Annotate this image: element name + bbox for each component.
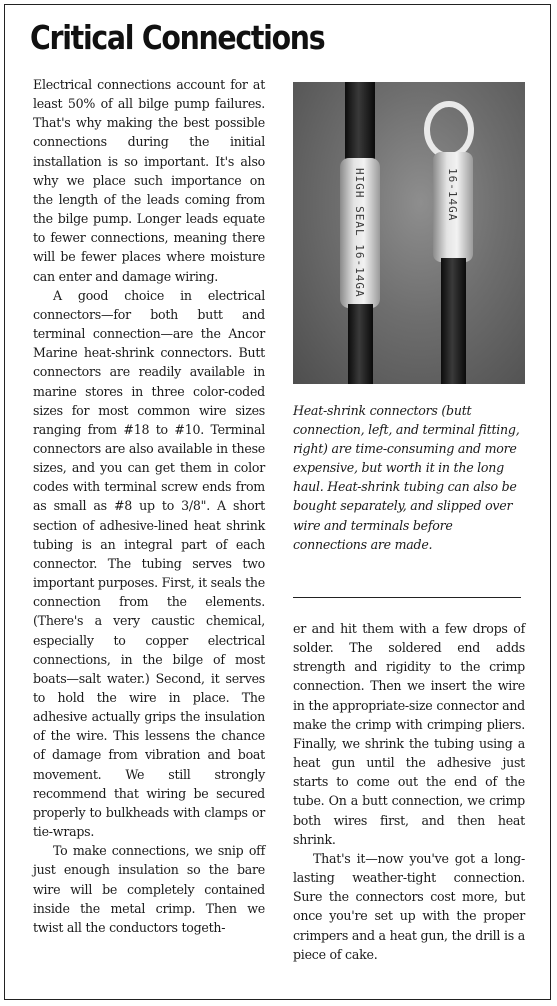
connector-photo-illustration <box>293 82 525 384</box>
right-wire <box>441 258 466 384</box>
right-sleeve-marking: 16-14GA <box>446 168 459 222</box>
ring-terminal <box>427 104 471 156</box>
body-paragraph: That's it—now you've got a long-lasting weather-tight connection. Sure the connectors cost more, but once you're set up with the proper crimpers and a heat gun, the drill is a piece of cake. <box>293 850 525 962</box>
article-title: Critical Connections <box>30 18 325 57</box>
connector-photo <box>293 82 525 384</box>
body-paragraph: Electrical connections account for at least 50% of all bilge pump failures. That's why making the best possible connections during the initial installation is so important. It's also why we place such importance on the length of the leads coming from the bilge pump. Longer leads equate to fewer connections, meaning there will be fewer places where moisture can enter and damage wiring. <box>33 77 265 284</box>
body-paragraph: To make connections, we snip off just enough insulation so the bare wire will be completely contained inside the metal crimp. Then we twist all the conductors togeth- <box>33 843 265 935</box>
photo-caption: Heat-shrink connectors (butt connection, left, and terminal fitting, right) are time-consuming and more expensive, but worth it in the long haul. Heat-shrink tubing can also be bought separately, and slipped over wire and terminals before connections are made. <box>293 403 520 552</box>
body-paragraph: A good choice in electrical connectors—for both butt and terminal connection—are the Ancor Marine heat-shrink connectors. Butt connectors are readily available in marine stores in three color-coded sizes for most common wire sizes ranging from #18 to #10. Terminal connectors are also available in these sizes, and you can get them in color codes with terminal screw ends from as small as #8 up to 3/8". A short section of adhesive-lined heat shrink tubing is an integral part of each connector. The tubing serves two important purposes. First, it seals the connection from the elements. (There's a very caustic chemical, especially to copper electrical connections, in the bilge of most boats—salt water.) Second, it serves to hold the wire in place. The adhesive actually grips the insulation of the wire. This lessens the chance of damage from vibration and boat movement. We still strongly recommend that wiring be secured properly to bulkheads with clamps or tie-wraps. <box>33 287 265 840</box>
body-paragraph: er and hit them with a few drops of solder. The soldered end adds strength and rigidity to the crimp connection. Then we insert the wire in the appropriate-size connector and make the crimp with crimping pliers. Finally, we shrink the tubing using a heat gun until the adhesive just starts to come out the end of the tube. On a butt connection, we crimp both wires first, and then heat shrink. <box>293 621 525 847</box>
left-column <box>33 75 265 937</box>
left-sleeve-marking: HIGH SEAL 16-14GA <box>353 168 366 298</box>
right-column <box>293 619 525 964</box>
caption-divider <box>293 597 521 598</box>
left-wire-bottom <box>348 304 373 384</box>
left-wire <box>345 82 375 162</box>
